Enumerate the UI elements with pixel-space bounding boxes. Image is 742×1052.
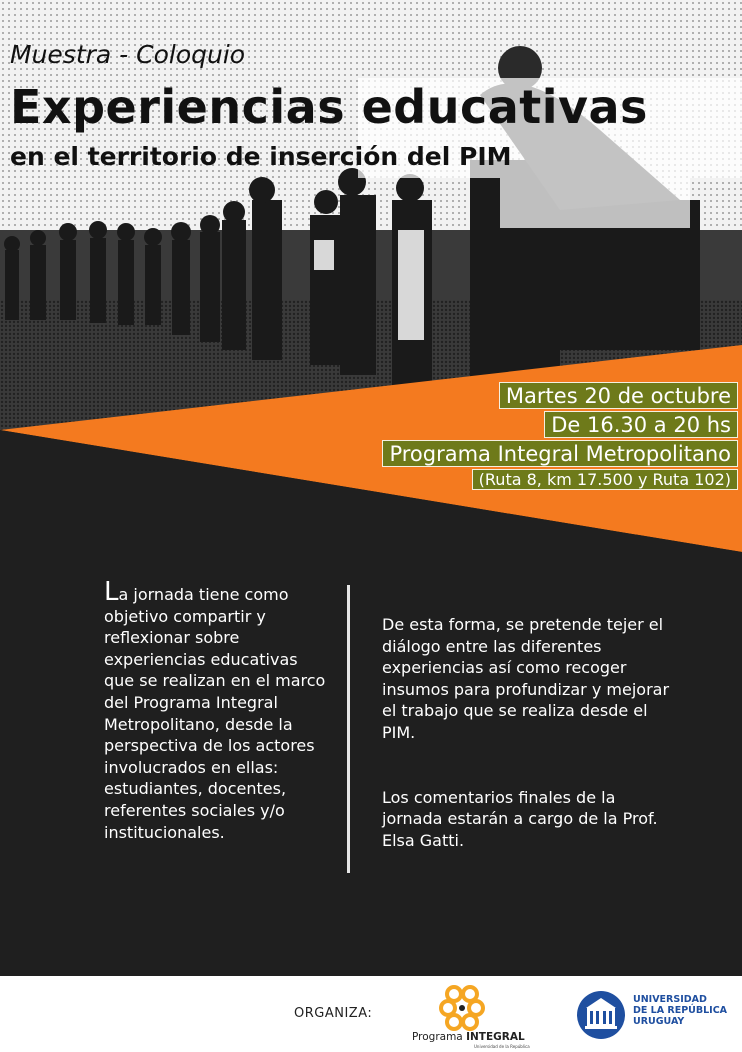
udelar-line-1: UNIVERSIDAD: [633, 994, 707, 1005]
event-kicker: Muestra - Coloquio: [10, 40, 246, 69]
pi-logo-bold: INTEGRAL: [466, 1031, 525, 1043]
footer: [0, 976, 742, 1052]
drop-cap: L: [104, 577, 119, 607]
event-address: (Ruta 8, km 17.500 y Ruta 102): [472, 469, 738, 490]
page-subtitle: en el territorio de inserción del PIM: [10, 142, 512, 171]
description-text-1: a jornada tiene como objetivo compartir y reflexionar sobre experiencias educativas que se realizan en el marco del Programa Integral Metropolitano, desde la perspectiva de los actores involucrados en ellas: estudiantes, docentes, referentes sociales y/o institucionales.: [104, 585, 326, 842]
pi-logo-prefix: Programa: [412, 1031, 463, 1043]
udelar-logo: [576, 988, 736, 1044]
event-venue: Programa Integral Metropolitano: [382, 440, 738, 467]
programa-integral-logo: [412, 982, 530, 1049]
pi-flower-logo-icon: [412, 982, 527, 1032]
page-title: Experiencias educativas: [10, 80, 648, 134]
description-column-1: [104, 577, 326, 843]
organiza-label: ORGANIZA:: [294, 1006, 373, 1021]
column-divider: [347, 585, 350, 873]
description-paragraph-2a: De esta forma, se pretende tejer el diálogo entre las diferentes experiencias así como recoger insumos para profundizar y mejorar el trabajo que se realiza desde el PIM.: [382, 615, 670, 742]
description-paragraph-2b: Los comentarios finales de la jornada estarán a cargo de la Prof. Elsa Gatti.: [382, 787, 658, 850]
event-date: Martes 20 de octubre: [499, 382, 738, 409]
pi-logo-sub: Universidad de la República: [474, 1044, 530, 1049]
description-column-2: [382, 614, 672, 894]
udelar-line-3: URUGUAY: [633, 1016, 685, 1027]
udelar-line-2: DE LA REPÚBLICA: [633, 1005, 728, 1016]
pi-logo-text: [412, 1031, 525, 1043]
event-time: De 16.30 a 20 hs: [544, 411, 738, 438]
udelar-name: [633, 994, 727, 1027]
udelar-building-logo-icon: [576, 988, 626, 1042]
